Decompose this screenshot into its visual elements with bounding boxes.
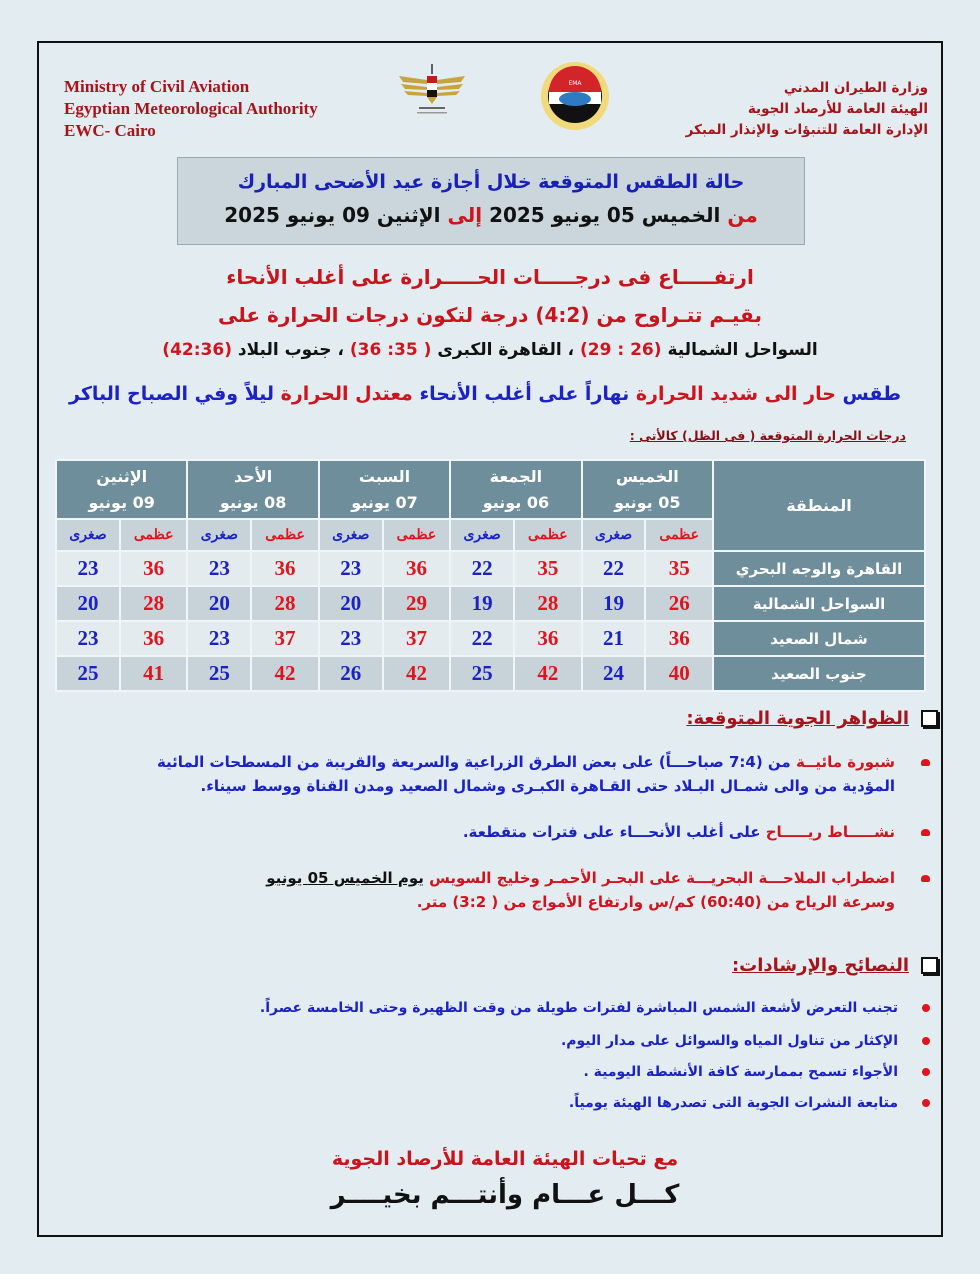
- max-temp: 29: [383, 586, 451, 621]
- coast-range: (26 : 29): [579, 340, 662, 360]
- min-temp: 21: [582, 621, 646, 656]
- cairo-range: ( 35: 36): [349, 340, 432, 360]
- region-cell: جنوب الصعيد: [713, 656, 925, 691]
- min-temp: 22: [450, 551, 514, 586]
- region-cell: شمال الصعيد: [713, 621, 925, 656]
- table-row: [56, 621, 925, 656]
- table-row: [56, 551, 925, 586]
- advice-item: متابعة النشرات الجوية التى تصدرها الهيئة يومياً.: [569, 1095, 930, 1111]
- day-header: الأحد 08 يونيو: [187, 460, 318, 519]
- checkbox-icon: [921, 710, 938, 727]
- min-temp: 25: [56, 656, 120, 691]
- max-temp: 28: [251, 586, 319, 621]
- authority-name-ar: الهيئة العامة للأرصاد الجوية: [747, 101, 928, 117]
- min-temp: 25: [187, 656, 251, 691]
- min-temp: 23: [187, 621, 251, 656]
- max-label: عظمى: [383, 519, 451, 551]
- rise-line-1: ارتفـــــاع فى درجـــــات الحـــــرارة على أغلب الأنحاء: [226, 265, 754, 289]
- temperature-table: [55, 459, 926, 692]
- max-temp: 36: [120, 621, 188, 656]
- min-temp: 22: [450, 621, 514, 656]
- checkbox-icon: [921, 957, 938, 974]
- table-row: [56, 656, 925, 691]
- advice-section-header: [732, 955, 938, 976]
- min-label: صغرى: [582, 519, 646, 551]
- table-caption: درجات الحرارة المتوقعة ( فى الظل) كالأتى :: [629, 428, 906, 443]
- min-temp: 26: [319, 656, 383, 691]
- day-header: السبت 07 يونيو: [319, 460, 450, 519]
- bullet-icon: [921, 829, 930, 836]
- from-label: من: [727, 203, 758, 227]
- max-label: عظمى: [514, 519, 582, 551]
- max-temp: 28: [120, 586, 188, 621]
- bullet-icon: [922, 1037, 930, 1045]
- min-temp: 20: [56, 586, 120, 621]
- min-temp: 23: [56, 621, 120, 656]
- max-temp: 42: [383, 656, 451, 691]
- min-label: صغرى: [56, 519, 120, 551]
- phenomena-heading: الظواهر الجوية المتوقعة:: [686, 708, 909, 729]
- advice-item: الإكثار من تناول المياه والسوائل على مدار اليوم.: [561, 1033, 930, 1049]
- closing-wishes: كـــل عـــام وأنتـــم بخيــــر: [330, 1180, 680, 1210]
- ema-logo-icon: [540, 56, 610, 136]
- bullet-icon: [922, 1004, 930, 1012]
- max-label: عظمى: [645, 519, 713, 551]
- region-cell: القاهرة والوجه البحري: [713, 551, 925, 586]
- authority-name-en: Egyptian Meteorological Authority: [64, 99, 318, 118]
- min-label: صغرى: [187, 519, 251, 551]
- max-temp: 40: [645, 656, 713, 691]
- svg-text:EMA: EMA: [568, 80, 582, 87]
- max-temp: 35: [514, 551, 582, 586]
- ministry-emblem-icon: [397, 62, 467, 118]
- advice-heading: النصائح والإرشادات:: [731, 955, 909, 976]
- min-temp: 23: [319, 551, 383, 586]
- max-label: عظمى: [120, 519, 188, 551]
- min-temp: 23: [56, 551, 120, 586]
- region-cell: السواحل الشمالية: [713, 586, 925, 621]
- min-temp: 22: [582, 551, 646, 586]
- min-temp: 19: [450, 586, 514, 621]
- south-range: (42:36): [162, 340, 232, 360]
- max-temp: 36: [120, 551, 188, 586]
- min-temp: 19: [582, 586, 646, 621]
- min-label: صغرى: [450, 519, 514, 551]
- bullet-icon: [921, 759, 930, 766]
- advice-item: تجنب التعرض لأشعة الشمس المباشرة لفترات طويلة من وقت الظهيرة وحتى الخامسة عصراً.: [260, 1000, 930, 1016]
- min-temp: 25: [450, 656, 514, 691]
- cairo-label: القاهرة الكبرى: [437, 340, 562, 360]
- bullet-icon: [922, 1068, 930, 1076]
- table-row: [56, 586, 925, 621]
- max-temp: 37: [383, 621, 451, 656]
- to-label: إلى: [447, 203, 483, 227]
- region-header: المنطقة: [713, 460, 925, 551]
- weather-summary: [60, 383, 910, 405]
- max-temp: 41: [120, 656, 188, 691]
- start-date: الخميس 05 يونيو 2025: [489, 203, 721, 227]
- max-temp: 36: [514, 621, 582, 656]
- coast-label: السواحل الشمالية: [667, 340, 818, 360]
- separator: ،: [567, 340, 575, 360]
- phenomenon-item-marine: اضطراب الملاحـــة البحريـــة على البحـر الأحمـر وخليج السويس يوم الخميس 05 يونيو وسرعة الرياح من (60:40) كم/س وارتفاع الأمواج من ( 3:2) متر.: [70, 866, 930, 914]
- separator: ،: [337, 340, 344, 360]
- date-range: [178, 203, 804, 227]
- day-header: الإثنين 09 يونيو: [56, 460, 187, 519]
- rise-line-3: [100, 340, 880, 360]
- min-temp: 20: [319, 586, 383, 621]
- center-name-en: EWC- Cairo: [64, 121, 156, 140]
- end-date: الإثنين 09 يونيو 2025: [224, 203, 441, 227]
- min-temp: 23: [319, 621, 383, 656]
- summary-part: نهاراً على أغلب الأنحاء: [419, 383, 630, 405]
- min-temp: 23: [187, 551, 251, 586]
- summary-part: ليلاً وفي الصباح الباكر: [69, 383, 275, 405]
- closing-greeting: مع تحيات الهيئة العامة للأرصاد الجوية: [331, 1148, 679, 1170]
- max-label: عظمى: [251, 519, 319, 551]
- title-box: [177, 157, 805, 245]
- south-label: جنوب البلاد: [237, 340, 332, 360]
- max-temp: 42: [514, 656, 582, 691]
- max-temp: 36: [251, 551, 319, 586]
- min-label: صغرى: [319, 519, 383, 551]
- advice-item: الأجواء تسمح بممارسة كافة الأنشطة اليومية .: [583, 1064, 930, 1080]
- ministry-name-ar: وزارة الطيران المدني: [783, 80, 928, 96]
- max-temp: 36: [383, 551, 451, 586]
- max-temp: 28: [514, 586, 582, 621]
- center-name-ar: الإدارة العامة للتنبؤات والإنذار المبكر: [685, 122, 928, 138]
- page-title: حالة الطقس المتوقعة خلال أجازة عيد الأضحى المبارك: [237, 171, 745, 193]
- max-temp: 36: [645, 621, 713, 656]
- ministry-name-en: Ministry of Civil Aviation: [64, 77, 250, 96]
- header-arabic: [686, 78, 928, 141]
- max-temp: 37: [251, 621, 319, 656]
- min-temp: 24: [582, 656, 646, 691]
- phenomenon-item-fog: شبورة مائيــة من (7:4 صباحـــاً) على بعض الطرق الزراعية والسريعة والقريبة من المسطحات المائية المؤدية من والى شمـال البـلاد حتى القـاهرة الكبـرى وشمال الصعيد ومدن القناة ووسط سيناء.: [70, 750, 930, 798]
- rise-line-2: بقيـم تتـراوح من (4:2) درجة لتكون درجات الحرارة على: [218, 303, 762, 327]
- header-english: [64, 76, 318, 142]
- summary-part: طقس: [842, 383, 901, 405]
- max-temp: 42: [251, 656, 319, 691]
- max-temp: 35: [645, 551, 713, 586]
- phenomena-section-header: [686, 708, 938, 729]
- phenomenon-item-wind: نشـــــاط ريـــــاح على أغلب الأنحـــاء على فترات متقطعة.: [70, 820, 930, 844]
- max-temp: 26: [645, 586, 713, 621]
- summary-hot: حار الى شديد الحرارة: [635, 383, 836, 405]
- summary-mild: معتدل الحرارة: [280, 383, 413, 405]
- day-header: الجمعة 06 يونيو: [450, 460, 581, 519]
- bullet-icon: [921, 875, 930, 882]
- bullet-icon: [922, 1099, 930, 1107]
- min-temp: 20: [187, 586, 251, 621]
- day-header: الخميس 05 يونيو: [582, 460, 713, 519]
